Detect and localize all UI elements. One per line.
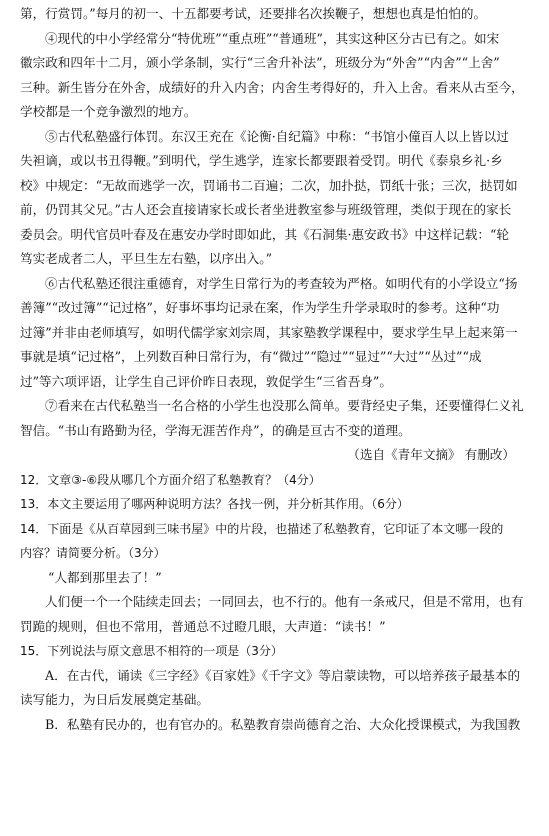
excerpt-line: 罚跪的规则，但也不常用，普通总不过瞪几眼，大声道：“读书！” (20, 618, 386, 634)
paragraph-4-line: ④现代的中小学经常分“特优班”“重点班”“普通班”，其实这种区分古已有之。如宋 (45, 30, 500, 46)
paragraph-5-line: 校》中规定：“无故而逃学一次，罚诵书二百遍；二次，加扑挞，罚纸十张；三次，挞罚如 (20, 177, 518, 193)
paragraph-3-tail-line: 第，行赏罚。”每月的初一、十五都要考试，还要排名次挨鞭子，想想也真是怕怕的。 (20, 6, 487, 21)
paragraph-6-line: 过”等六项评语，让学生自己评价昨日表现，敦促学生“三省吾身”。 (20, 373, 392, 389)
paragraph-4-line: 学校都是一个竞争激烈的地方。 (20, 104, 197, 119)
excerpt-first-line: “人都到那里去了！” (48, 569, 162, 585)
question-15-option-a-cont: 读写能力，为日后发展奠定基础。 (20, 692, 209, 707)
source-citation: （选自《青年文摘》 有删改） (347, 447, 515, 462)
paragraph-5-line: 笃实老成者二人，平旦生左右塾，以序出入。” (20, 251, 273, 266)
question-12: 12．文章③-⑥段从哪几个方面介绍了私塾教育？（4分） (20, 472, 321, 487)
paragraph-5-line: 失袒谪，或以书丑得鞭。”到明代，学生逃学，连家长都要跟着受罚。明代《泰泉乡礼·乡 (20, 153, 503, 168)
paragraph-6-line: 善簿”“改过簿”“记过格”，好事坏事均记录在案，作为学生升学录取时的参考。这种“功 (20, 300, 500, 315)
question-15-stem: 15．下列说法与原文意思不相符的一项是（3分） (20, 644, 283, 658)
paragraph-6-line: 事就是填“记过格”，上列数百种日常行为，有“微过”“隐过”“显过”“大过”“丛过”“成 (20, 349, 482, 364)
paragraph-5-line: ⑤古代私塾盛行体罚。东汉王充在《论衡·自纪篇》中称：“书馆小僮百人以上皆以过 (45, 128, 509, 144)
paragraph-6-line: ⑥古代私塾还很注重德育，对学生日常行为的考查较为严格。如明代有的小学设立“扬 (45, 275, 518, 291)
question-15-option-b: B．私塾有民办的，也有官办的。私塾教育崇尚德育之治、大众化授课模式，为我国教 (45, 716, 521, 732)
paragraph-4-line: 徽宗政和四年十二月，颁小学条制，实行“三舍升补法”，班级分为“外舍”“内舍”“上舍” (20, 55, 500, 70)
paragraph-6-line: 过簿”并非由老师填写，如明代儒学家刘宗周，其家塾教学课程中，要求学生早上起来第一 (20, 324, 518, 340)
question-14-line: 内容？请简要分析。（3分） (20, 546, 166, 560)
paragraph-7-line: ⑦看来在古代私塾当一名合格的小学生也没那么简单。要背经史子集，还要懂得仁义礼 (45, 398, 524, 413)
excerpt-line: 人们便一个一个陆续走回去；一同回去，也不行的。他有一条戒尺，但是不常用，也有 (45, 594, 524, 609)
paragraph-5-line: 前，仍罚其父兄。”古人还会直接请家长或长者坐进教室参与班级管理，类似于现在的家长 (20, 202, 512, 217)
paragraph-5-line: 委员会。明代官员叶春及在惠安办学时即如此，其《石洞集·惠安政书》中这样记载：“轮 (20, 226, 510, 242)
question-14-line: 14．下面是《从百草园到三味书屋》中的片段，也描述了私塾教育，它印证了本文哪一段的 (20, 521, 504, 536)
question-15-option-a: A．在古代，诵读《三字经》《百家姓》《千字文》等启蒙读物，可以培养孩子最基本的 (45, 667, 521, 683)
paragraph-7-line: 智信。“书山有路勤为径，学海无涯苦作舟”，的确是亘古不变的道理。 (20, 422, 411, 438)
paragraph-4-line: 三种。新生皆分在外舍，成绩好的升入内舍；内舍生考得好的，升入上舍。看来从古至今， (20, 79, 524, 95)
question-13: 13．本文主要运用了哪两种说明方法？各找一例，并分析其作用。（6分） (20, 497, 409, 511)
